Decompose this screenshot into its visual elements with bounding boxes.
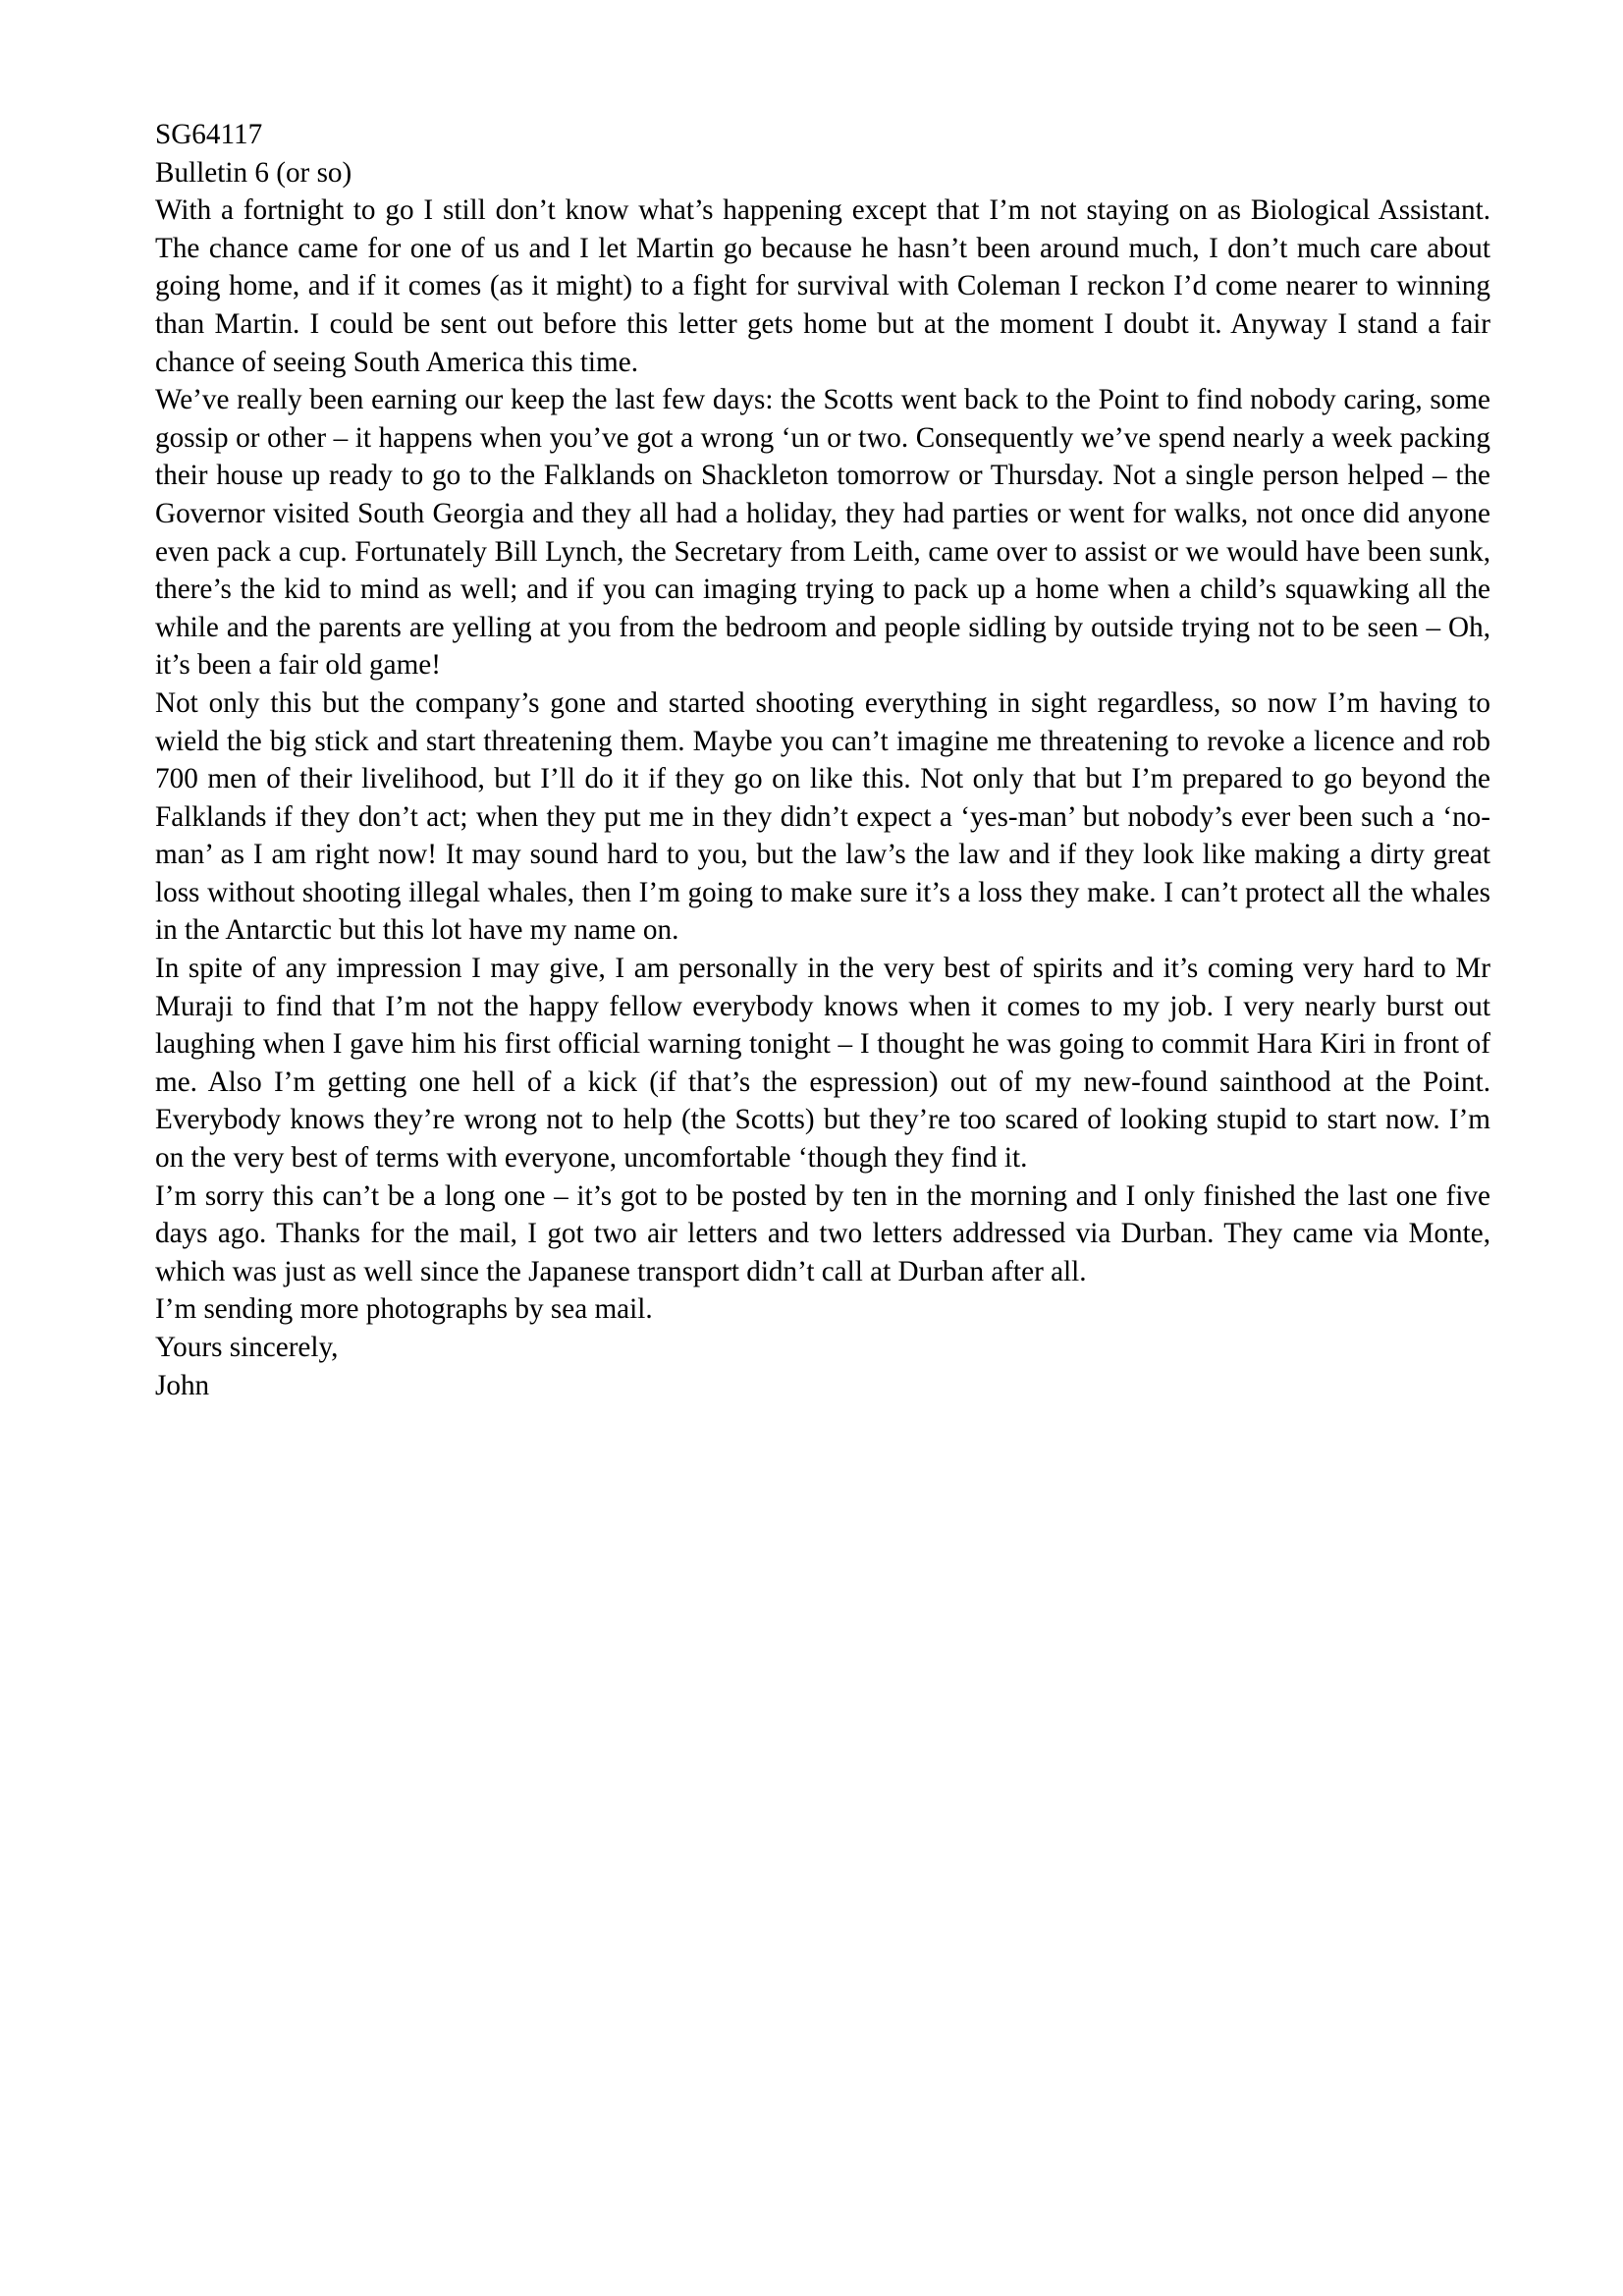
reference-number: SG64117 [155, 119, 263, 150]
letter-body [155, 116, 1490, 1404]
paragraph-photographs: I’m sending more photographs by sea mail. [155, 1293, 653, 1326]
signature: John [155, 1369, 210, 1401]
paragraph-spirits: In spite of any impression I may give, I am personally in the very best of spirits and it’s coming very hard to Mr Muraji to find that I’m not the happy fellow everybody knows when it comes to my job. I very nearly burst out laughing when I gave him his first official warning tonight – I thought he was going to commit Hara Kiri in front of me. Also I’m getting one hell of a kick (if that’s the espression) out of my new-found sainthood at the Point. Everybody knows they’re wrong not to help (the Scotts) but they’re too scared of looking stupid to start now. I’m on the very best of terms with everyone, uncomfortable ‘though they find it. [155, 953, 1490, 1175]
paragraph-future-plans: With a fortnight to go I still don’t know what’s happening except that I’m not staying on as Biological Assistant. The chance came for one of us and I let Martin go because he hasn’t been around much, I don’t much care about going home, and if it comes (as it might) to a fight for survival with Coleman I reckon I’d come nearer to winning than Martin. I could be sent out before this letter gets home but at the moment I doubt it. Anyway I stand a fair chance of seeing South America this time. [155, 194, 1490, 378]
paragraph-mail: I’m sorry this can’t be a long one – it’s got to be posted by ten in the morning and I only finished the last one five days ago. Thanks for the mail, I got two air letters and two letters addressed via Durban. They came via Monte, which was just as well since the Japanese transport didn’t call at Durban after all. [155, 1179, 1490, 1287]
closing: Yours sincerely, [155, 1332, 339, 1363]
paragraph-whaling-company: Not only this but the company’s gone and started shooting everything in sight regardless, so now I’m having to wield the big stick and start threatening them. Maybe you can’t imagine me threatening to revoke a licence and rob 700 men of their livelihood, but I’ll do it if they go on like this. Not only that but I’m prepared to go beyond the Falklands if they don’t act; when they put me in they didn’t expect a ‘yes-man’ but nobody’s ever been such a ‘no-man’ as I am right now! It may sound hard to you, but the law’s the law and if they look like making a dirty great loss without shooting illegal whales, then I’m going to make sure it’s a loss they make. I can’t protect all the whales in the Antarctic but this lot have my name on. [155, 686, 1490, 947]
paragraph-packing-scotts: We’ve really been earning our keep the last few days: the Scotts went back to the Point to find nobody caring, some gossip or other – it happens when you’ve got a wrong ‘un or two. Consequently we’ve spend nearly a week packing their house up ready to go to the Falklands on Shackleton tomorrow or Thursday. Not a single person helped – the Governor visited South Georgia and they all had a holiday, they had parties or went for walks, not once did anyone even pack a cup. Fortunately Bill Lynch, the Secretary from Leith, came over to assist or we would have been sunk, there’s the kid to mind as well; and if you can imaging trying to pack up a home when a child’s squawking all the while and the parents are yelling at you from the bedroom and people sidling by outside trying not to be seen – Oh, it’s been a fair old game! [155, 384, 1490, 682]
bulletin-heading: Bulletin 6 (or so) [155, 156, 352, 189]
